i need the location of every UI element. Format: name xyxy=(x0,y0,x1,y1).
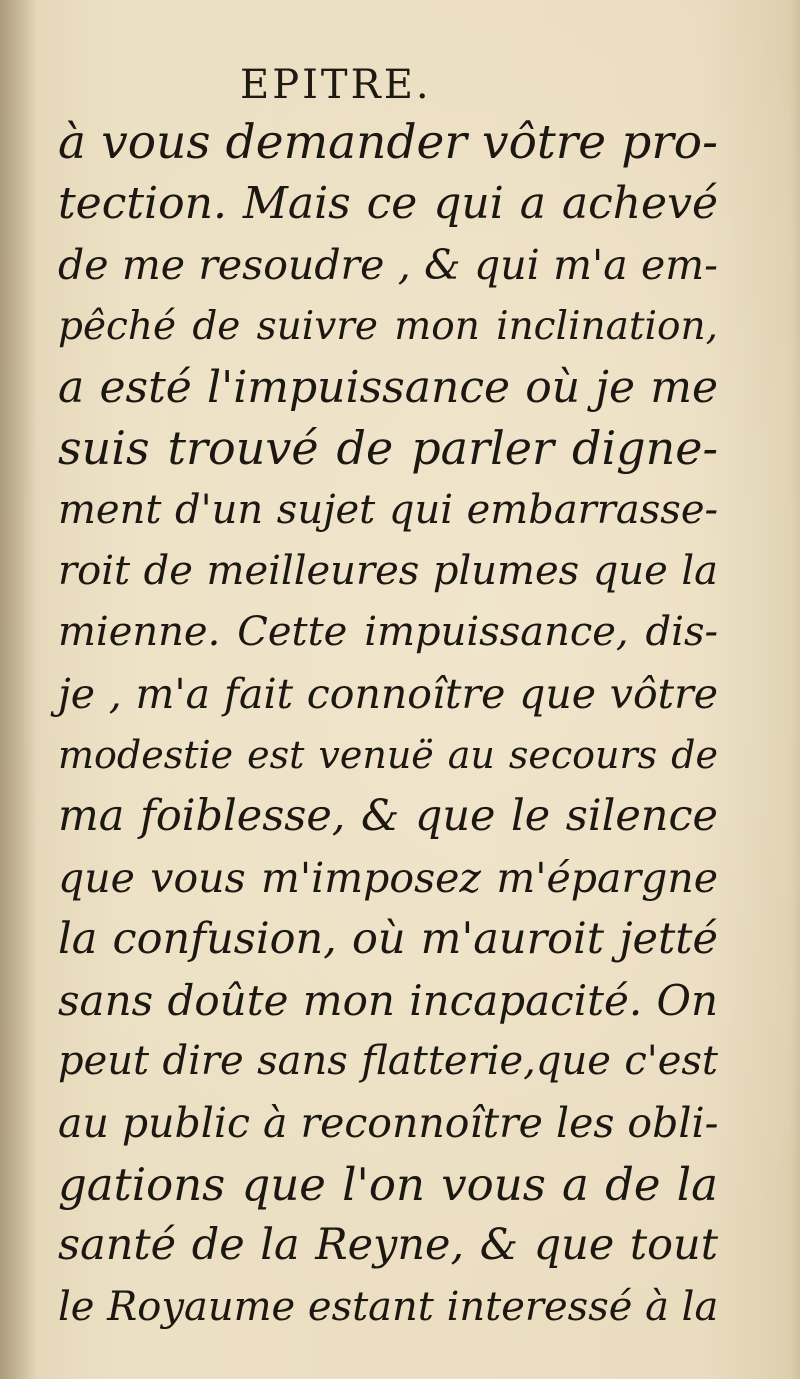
text-line: à vous demander vôtre pro- xyxy=(58,115,718,170)
text-line: tection. Mais ce qui a achevé xyxy=(58,178,718,230)
text-line: que vous m'imposez m'épargne xyxy=(58,853,718,902)
text-line: pêché de suivre mon inclination, xyxy=(58,303,718,349)
text-line: peut dire sans flatterie,que c'est xyxy=(58,1038,718,1085)
text-line: suis trouvé de parler digne- xyxy=(58,421,718,476)
running-head: EPITRE. xyxy=(240,62,432,108)
text-line: de me resoudre , & qui m'a em- xyxy=(58,240,718,289)
text-line: roit de meilleures plumes que la xyxy=(58,548,718,595)
text-line: mienne. Cette impuissance, dis- xyxy=(58,609,718,656)
text-line: je , m'a fait connoître que vôtre xyxy=(58,669,718,718)
text-line: gations que l'on vous a de la xyxy=(58,1158,718,1212)
text-line: la confusion, où m'auroit jetté xyxy=(58,913,718,964)
text-line: sans doûte mon incapacité. On xyxy=(58,976,718,1026)
text-line: ma foiblesse, & que le silence xyxy=(58,791,718,842)
spine-shadow xyxy=(0,0,36,1379)
body-text xyxy=(58,112,718,1338)
text-line: modestie est venuë au secours de xyxy=(58,732,718,777)
text-line: au public à reconnoître les obli- xyxy=(58,1098,719,1147)
text-line: a esté l'impuissance où je me xyxy=(58,362,718,414)
text-line: ment d'un sujet qui embarrasse- xyxy=(58,486,718,533)
text-line: le Royaume estant interessé à la xyxy=(58,1283,719,1330)
text-line: santé de la Reyne, & que tout xyxy=(58,1220,718,1271)
